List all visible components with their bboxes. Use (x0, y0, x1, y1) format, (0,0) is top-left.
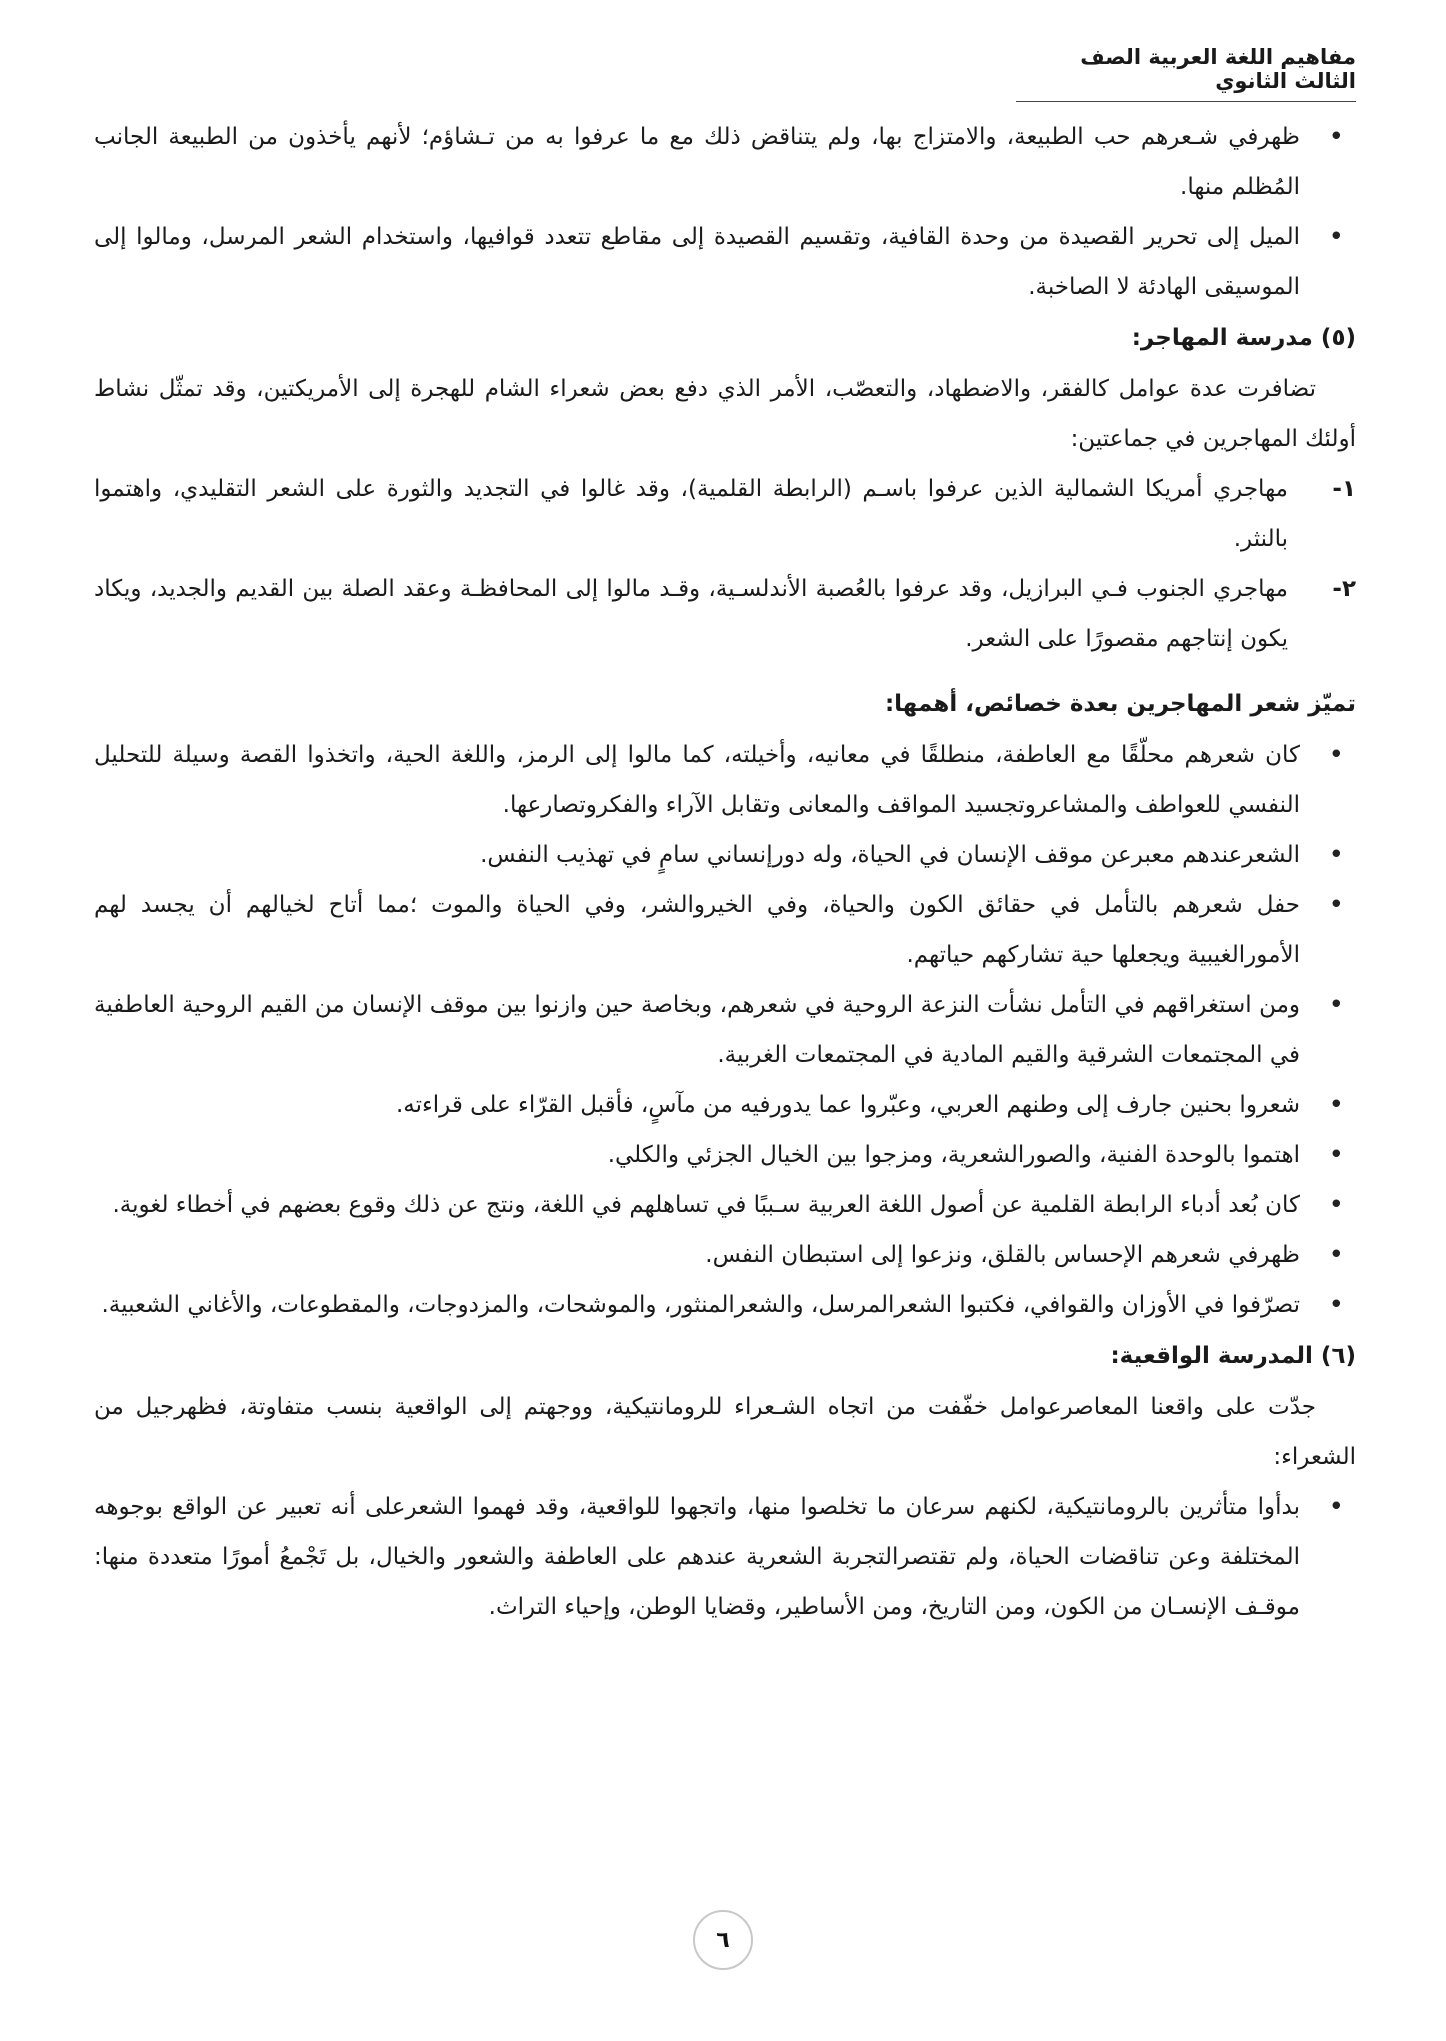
bullet-item: • ظهرفي شعرهم الإحساس بالقلق، ونزعوا إلى استبطان النفس. (94, 1230, 1356, 1280)
page-content (94, 112, 1356, 1632)
bullet-item: • كان شعرهم محلّقًا مع العاطفة، منطلقًا في معانيه، وأخيلته، كما مالوا إلى الرمز، واللغة الحية، واتخذوا القصة وسيلة للتحليل النفسي للعواطف والمشاعروتجسيد المواقف والمعانى وتقابل الآراء والفكروتصارعها. (94, 730, 1356, 830)
section-paragraph: جدّت على واقعنا المعاصرعوامل خفّفت من اتجاه الشـعراء للرومانتيكية، ووجهتم إلى الواقعية بنسب متفاوتة، فظهرجيل من الشعراء: (94, 1394, 1356, 1470)
page-number: ٦ (716, 1927, 730, 1953)
bullet-item: • كان بُعد أدباء الرابطة القلمية عن أصول اللغة العربية سـببًا في تساهلهم في اللغة، ونتج عن ذلك وقوع بعضهم في أخطاء لغوية. (94, 1180, 1356, 1230)
item-text: مهاجري أمريكا الشمالية الذين عرفوا باسـم (الرابطة القلمية)، وقد غالوا في التجديد والثورة على الشعر التقليدي، واهتموا بالنثر. (94, 476, 1288, 552)
bullet-item: • اهتموا بالوحدة الفنية، والصورالشعرية، ومزجوا بين الخيال الجزئي والكلي. (94, 1130, 1356, 1180)
bullet-item: • ومن استغراقهم في التأمل نشأت النزعة الروحية في شعرهم، وبخاصة حين وازنوا بين موقف الإنسان من القيم الروحية العاطفية في المجتمعات الشرقية والقيم المادية في المجتمعات الغربية. (94, 980, 1356, 1080)
bullet-item: • الشعرعندهم معبرعن موقف الإنسان في الحياة، وله دورإنساني سامٍ في تهذيب النفس. (94, 830, 1356, 880)
bullet-item: • تصرّفوا في الأوزان والقوافي، فكتبوا الشعرالمرسل، والشعرالمنثور، والموشحات، والمزدوجات، والمقطوعات، والأغاني الشعبية. (94, 1280, 1356, 1330)
item-text: مهاجري الجنوب فـي البرازيل، وقد عرفوا بالعُصبة الأندلسـية، وقـد مالوا إلى المحافظـة وعقد الصلة بين القديم والجديد، ويكاد يكون إنتاجهم مقصورًا على الشعر. (94, 576, 1288, 652)
section-paragraph: تضافرت عدة عوامل كالفقر، والاضطهاد، والتعصّب، الأمر الذي دفع بعض شعراء الشام للهجرة إلى الأمريكتين، وقد تمثّل نشاط أولئك المهاجرين في جماعتين: (94, 376, 1356, 452)
bullet-item: • ظهرفي شـعرهم حب الطبيعة، والامتزاج بها، ولم يتناقض ذلك مع ما عرفوا به من تـشاؤم؛ لأنهم يأخذون من الطبيعة الجانب المُظلم منها. (94, 112, 1356, 212)
section-heading-mahjar: (٥) مدرسة المهاجر: (1131, 325, 1356, 351)
page-header (1016, 45, 1356, 102)
bullet-item: • الميل إلى تحرير القصيدة من وحدة القافية، وتقسيم القصيدة إلى مقاطع تتعدد قوافيها، واستخدام الشعر المرسل، ومالوا إلى الموسيقى الهادئة لا الصاخبة. (94, 212, 1356, 312)
item-number: ٢- (1332, 576, 1356, 602)
section-heading-realism: (٦) المدرسة الواقعية: (1110, 1343, 1356, 1369)
page-number-badge (693, 1910, 753, 1970)
bullet-item: • حفل شعرهم بالتأمل في حقائق الكون والحياة، وفي الخيروالشر، وفي الحياة والموت ؛مما أتاح لخيالهم أن يجسد لهم الأمورالغيبية ويجعلها حية تشاركهم حياتهم. (94, 880, 1356, 980)
numbered-item (94, 464, 1356, 564)
numbered-item (94, 564, 1356, 664)
book-title: مفاهيم اللغة العربية الصف الثالث الثانوي (1080, 45, 1356, 93)
item-number: ١- (1332, 476, 1356, 502)
bullet-item: • شعروا بحنين جارف إلى وطنهم العربي، وعبّروا عما يدورفيه من مآسٍ، فأقبل القرّاء على قراءته. (94, 1080, 1356, 1130)
bullet-item: • بدأوا متأثرين بالرومانتيكية، لكنهم سرعان ما تخلصوا منها، واتجهوا للواقعية، وقد فهموا الشعرعلى أنه تعبير عن الواقع بوجوهه المختلفة وعن تناقضات الحياة، ولم تقتصرالتجربة الشعرية عندهم على العاطفة والشعور والخيال، بل تَجْمعُ أمورًا متعددة منها: موقـف الإنسـان من الكون، ومن التاريخ، ومن الأساطير، وقضايا الوطن، وإحياء التراث. (94, 1482, 1356, 1632)
features-heading: تميّز شعر المهاجرين بعدة خصائص، أهمها: (884, 691, 1356, 717)
